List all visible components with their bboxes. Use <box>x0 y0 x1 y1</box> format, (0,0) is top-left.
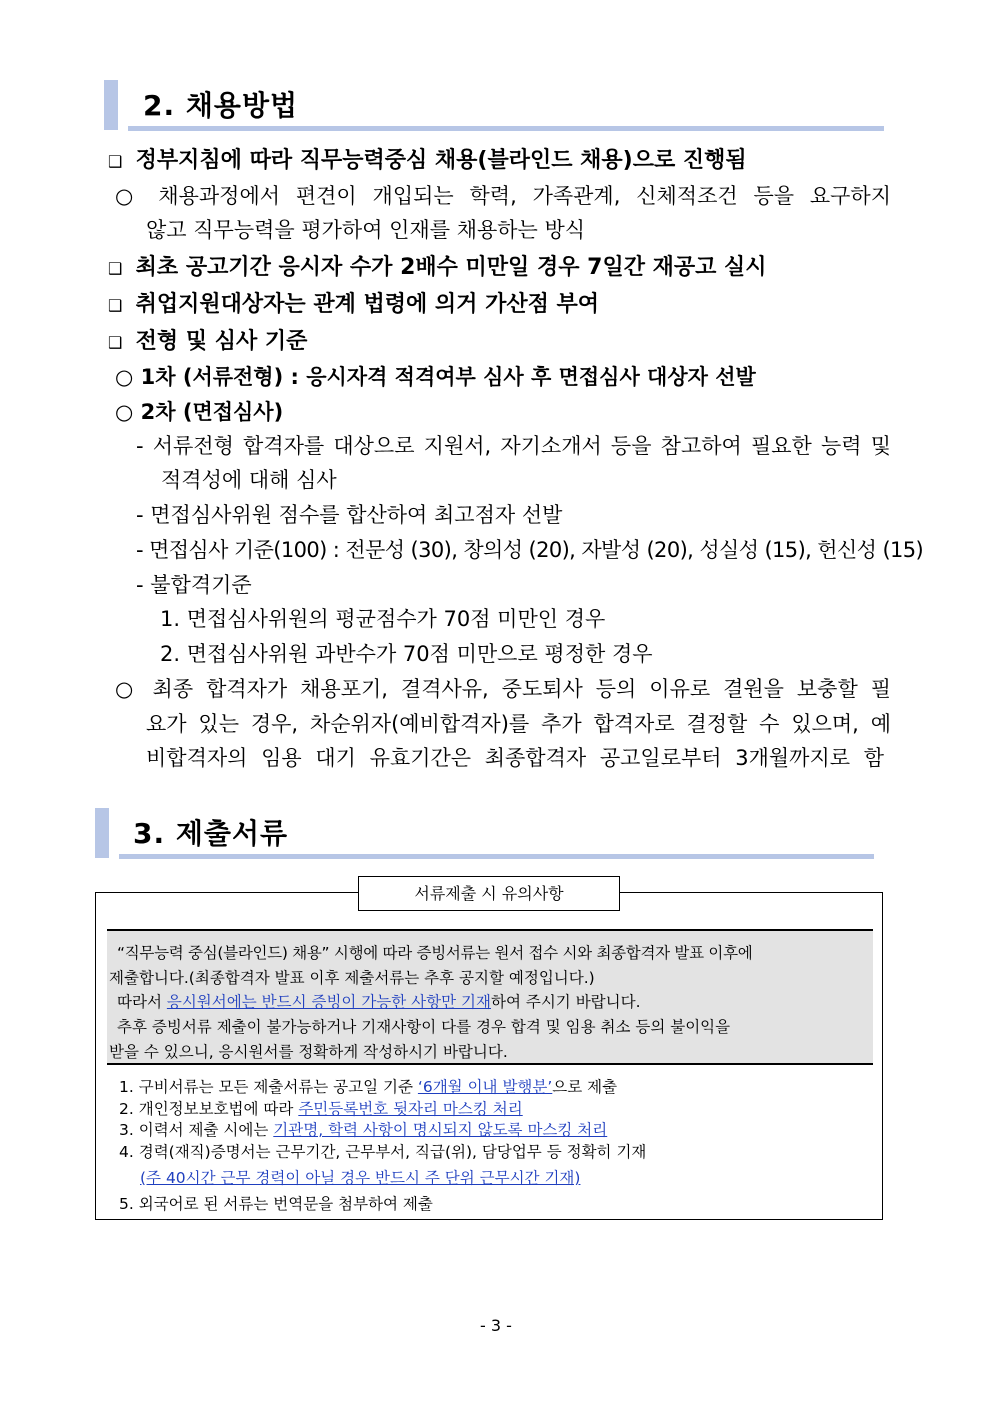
doc-list-item-4-note: (주 40시간 근무 경력이 아닐 경우 반드시 주 단위 근무시간 기재) <box>140 1169 581 1187</box>
section2-accent-bar <box>104 80 118 130</box>
document-screening-line2: 적격성에 대해 심사 <box>161 468 337 492</box>
square-bullet-icon: ❑ <box>108 259 123 278</box>
circle-bullet-icon: ○ <box>115 677 140 701</box>
square-bullet-icon: ❑ <box>108 296 123 315</box>
doc-list-item-2: 2. 개인정보보호법에 따라 주민등록번호 뒷자리 마스킹 처리 <box>119 1100 523 1118</box>
circle-bullet-reserve-candidates: ○ 최종 합격자가 채용포기, 결격사유, 중도퇴사 등의 이유로 결원을 보충할 필 <box>115 677 891 701</box>
doc-list-item-5: 5. 외국어로 된 서류는 번역문을 첨부하여 제출 <box>119 1195 433 1213</box>
reserve-candidates-line3: 비합격자의 임용 대기 유효기간은 최종합격자 공고일로부터 3개월까지로 함 <box>146 746 884 770</box>
bullet-blind-hiring: ❑ 정부지침에 따라 직무능력중심 채용(블라인드 채용)으로 진행됨 <box>108 148 747 173</box>
section2-underline <box>128 126 884 131</box>
doc-list-item-1: 1. 구비서류는 모든 제출서류는 공고일 기준 ‘6개월 이내 발행분’으로 제출 <box>119 1078 618 1096</box>
notice-line-5: 받을 수 있으니, 응시원서를 정확하게 작성하시기 바랍니다. <box>109 1043 508 1061</box>
bullet-reannouncement: ❑ 최초 공고기간 응시자 수가 2배수 미만일 경우 7일간 재공고 실시 <box>108 255 767 280</box>
doc-list-item-1-link: ‘6개월 이내 발행분’ <box>417 1078 553 1096</box>
fail-criteria-2: 2. 면접심사위원 과반수가 70점 미만으로 평정한 경우 <box>160 642 653 666</box>
dash-item-fail-criteria: - 불합격기준 <box>136 573 252 597</box>
circle-bullet-icon: ○ <box>115 365 134 389</box>
doc-list-item-3-link: 기관명, 학력 사항이 명시되지 않도록 마스킹 처리 <box>273 1121 608 1139</box>
bullet-screening-criteria: ❑ 전형 및 심사 기준 <box>108 329 308 354</box>
circle-bullet-icon: ○ <box>115 184 143 208</box>
doc-list-item-4: 4. 경력(재직)증명서는 근무기간, 근무부서, 직급(위), 담당업무 등 정확히 기재 <box>119 1143 647 1161</box>
bullet-bonus-points: ❑ 취업지원대상자는 관계 법령에 의거 가산점 부여 <box>108 292 600 317</box>
square-bullet-icon: ❑ <box>108 333 123 352</box>
doc-list-item-3: 3. 이력서 제출 시에는 기관명, 학력 사항이 명시되지 않도록 마스킹 처리 <box>119 1121 608 1139</box>
section3-underline <box>119 854 874 859</box>
notice-line-1: “직무능력 중심(블라인드) 채용” 시행에 따라 증빙서류는 원서 접수 시와 최종합격자 발표 이후에 <box>117 944 753 962</box>
circle-bullet-first-round: ○ 1차 (서류전형) : 응시자격 적격여부 심사 후 면접심사 대상자 선발 <box>115 365 756 389</box>
dash-bullet-icon: - <box>136 434 144 458</box>
page-number: - 3 - <box>480 1316 512 1335</box>
circle-bullet-hiring-process: ○ 채용과정에서 편견이 개입되는 학력, 가족관계, 신체적조건 등을 요구하지 <box>115 184 892 208</box>
fail-criteria-1: 1. 면접심사위원의 평균점수가 70점 미만인 경우 <box>160 607 606 631</box>
doc-list-item-2-link: 주민등록번호 뒷자리 마스킹 처리 <box>298 1100 523 1118</box>
hiring-process-line2: 않고 직무능력을 평가하여 인재를 채용하는 방식 <box>146 218 586 242</box>
dash-bullet-icon: - <box>136 503 144 527</box>
reserve-candidates-line2: 요가 있는 경우, 차순위자(예비합격자)를 추가 합격자로 결정할 수 있으며, 예 <box>146 712 891 736</box>
circle-bullet-icon: ○ <box>115 400 134 424</box>
square-bullet-icon: ❑ <box>108 152 123 171</box>
notice-label: 서류제출 시 유의사항 <box>358 876 620 911</box>
circle-bullet-second-round: ○ 2차 (면접심사) <box>115 400 284 424</box>
dash-bullet-icon: - <box>136 573 144 597</box>
section3-accent-bar <box>95 808 109 858</box>
notice-highlight-link: 응시원서에는 반드시 증빙이 가능한 사항만 기재 <box>166 993 491 1011</box>
dash-bullet-icon: - <box>136 538 143 562</box>
dash-item-interview-criteria: - 면접심사 기준(100) : 전문성 (30), 창의성 (20), 자발성 (20), 성실성 (15), 헌신성 (15) <box>136 538 924 562</box>
dash-item-score-sum: - 면접심사위원 점수를 합산하여 최고점자 선발 <box>136 503 563 527</box>
section3-title: 3. 제출서류 <box>133 817 289 850</box>
dash-item-document-screening: - 서류전형 합격자를 대상으로 지원서, 자기소개서 등을 참고하여 필요한 능력 및 <box>136 434 891 458</box>
notice-line-4: 추후 증빙서류 제출이 불가능하거나 기재사항이 다를 경우 합격 및 임용 취소 등의 불이익을 <box>117 1018 731 1036</box>
notice-line-2: 제출합니다.(최종합격자 발표 이후 제출서류는 추후 공지할 예정입니다.) <box>109 969 595 987</box>
notice-line-3: 따라서 응시원서에는 반드시 증빙이 가능한 사항만 기재하여 주시기 바랍니다. <box>117 993 641 1011</box>
section2-title: 2. 채용방법 <box>143 89 299 122</box>
